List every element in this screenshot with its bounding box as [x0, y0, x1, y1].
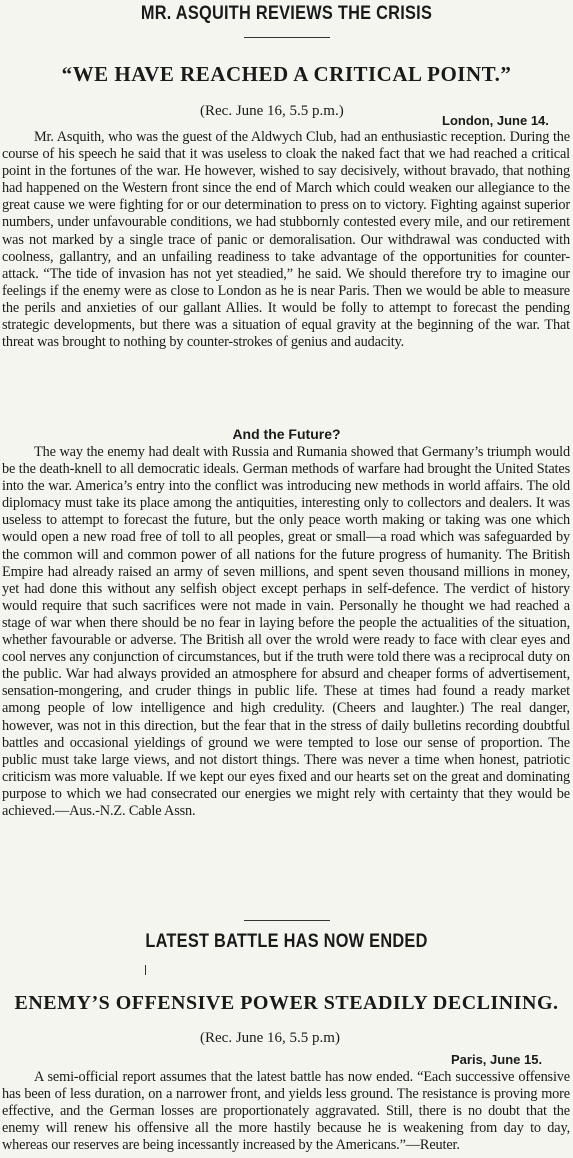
article1-paragraph-2: The way the enemy had dealt with Russia and Rumania showed that Germany’s triumph would be the death-knell to all democratic ideals. German methods of warfare had brought the United States into the war. America’s entry into the conflict was introducing new methods in world affairs. The old diplomacy must take its place among the antiquities, interesting only to collectors and dealers. It was useless to attempt to forecast the future, but the only peace worth making or taking was one which would open a new road free of toll to all peoples, great or small—a road which was safeguarded by the common will and common power of all nations for the future progress of humanity. The British Empire had already raised an army of seven millions, and spent seven thousand millions in money, yet had done this without any selfish object except perhaps in self-defence. The verdict of history would require that such sacrifices were not made in vain. Personally he thought we had reached a stage of war when there should be no fear in laying before the people the actualities of the situation, whether favourable or adverse. The British all over the wrold were ready to face with clear eyes and cool nerves any conjunction of circumstances, but if the truth were told there was a reciprocal duty on the public. War had always provided an atmosphere for absurd and cheaper forms of advertisement, sensation-mongering, and cruder things in public life. These at times had found a ready market among people of low intelligence and high credulity. (Cheers and laughter.) The real danger, however, was not in this direction, but the fear that in the stress of daily bulletins recording doubtful battles and occasional yieldings of ground we were tempted to lose our sense of proportion. The public must take large views, and not distort things. There was never a time when honest, patriotic criticism was more valuable. If we kept our eyes fixed and our hearts set on the great and dominating purpose to which we had consecrated our energies we might rely with certainty that they would be achieved.—Aus.-N.Z. Cable Assn. — [2, 444, 570, 819]
article2-received-note: (Rec. June 16, 5.5 p.m) — [200, 1030, 340, 1046]
article2-headline: LATEST BATTLE HAS NOW ENDED — [145, 931, 428, 952]
article1-received-note: (Rec. June 16, 5.5 p.m.) — [200, 103, 344, 119]
article1-headline: MR. ASQUITH REVIEWS THE CRISIS — [140, 3, 433, 24]
article2-dateline: Paris, June 15. — [451, 1052, 543, 1067]
article1-body-1 — [2, 129, 570, 351]
divider-tick — [145, 965, 146, 975]
article1-dateline: London, June 14. — [442, 113, 549, 128]
article2-headline-wrap — [0, 932, 573, 951]
article1-paragraph-1: Mr. Asquith, who was the guest of the Aldwych Club, had an enthusiastic reception. During the course of his speech he said that it was useless to cloak the naked fact that we had reached a critical point in the fortunes of the war. He however, wished to say decisively, without bravado, that nothing had happened on the Western front since the end of March which could weaken our allegiance to the great cause we were fighting for or our determination to press on to victory. Fighting against superior numbers, under unfavourable conditions, we had stubbornly contested every mile, and our retirement was not marked by a single trace of panic or demoralisation. Our withdrawal was conducted with coolness, gallantry, and an unfailing readiness to take advantage of the opportunities for counter-attack. “The tide of invasion has not yet steadied,” he said. We should therefore try to imagine our feelings if the enemy were as close to London as he is near Paris. Then we would be able to measure the perils and anxieties of our gallant Allies. It would be folly to attempt to forecast the pending strategic developments, but there was a situation of equal gravity at the beginning of the war. That threat was brought to nothing by counter-strokes of genius and audacity. — [2, 129, 570, 351]
divider-rule — [244, 920, 330, 921]
article1-headline-wrap — [0, 4, 573, 23]
article1-section-heading: And the Future? — [232, 426, 341, 442]
article1-subheadline: “WE HAVE REACHED A CRITICAL POINT.” — [61, 62, 512, 86]
article2-subheadline-wrap — [0, 993, 573, 1013]
article2-subheadline: ENEMY’S OFFENSIVE POWER STEADILY DECLINING. — [14, 992, 559, 1014]
article2-body — [2, 1069, 570, 1154]
divider-rule — [244, 37, 330, 38]
article1-body-2 — [2, 444, 570, 820]
article2-paragraph-1: A semi-official report assumes that the latest battle has now ended. “Each successive offensive has been of less duration, on a narrower front, and yields less ground. The resistance is proving more effective, and the German losses are proportionately aggravated. Still, there is no doubt that the enemy will renew his offensive all the more hastily because he is weakening from day to day, whereas our reserves are being incessantly increased by the Americans.”—Reuter. — [2, 1069, 570, 1154]
article1-subheadline-wrap — [0, 64, 573, 85]
